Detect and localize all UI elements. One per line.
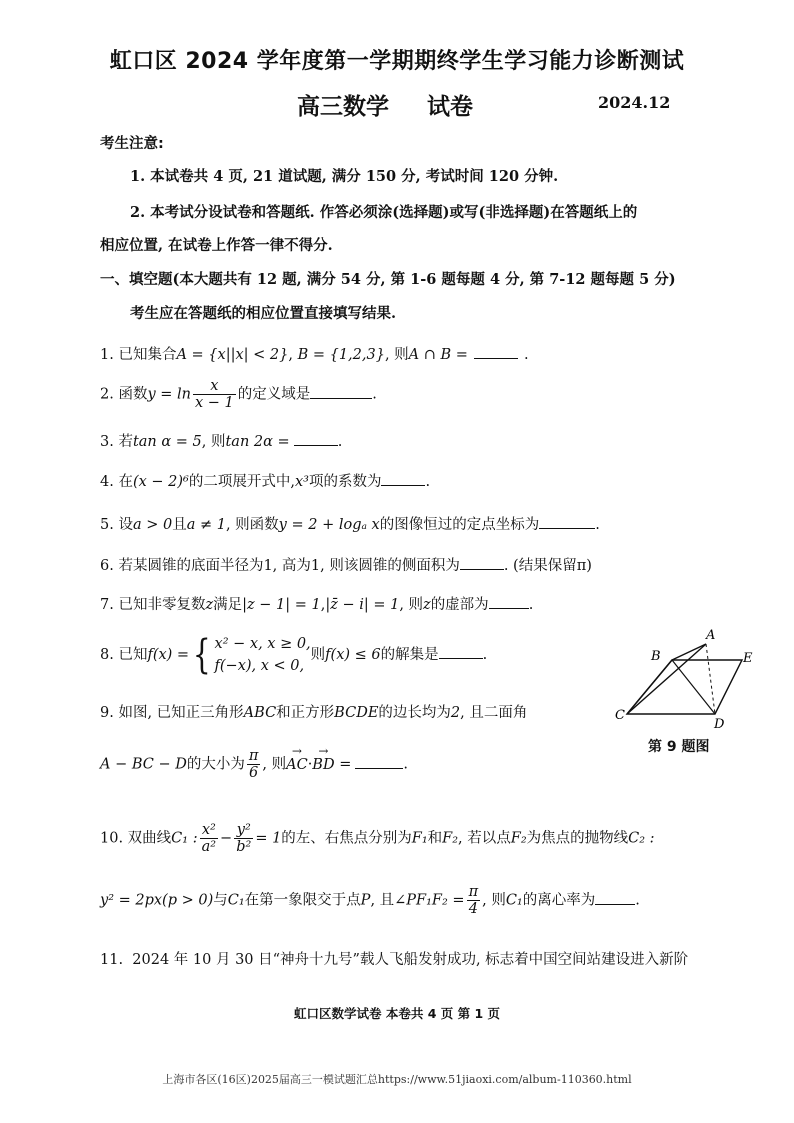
vertex-b: B bbox=[651, 649, 661, 664]
source-watermark: 上海市各区(16区)2025届高三一模试题汇总https://www.51jiaoxi.com/album-110360.html bbox=[162, 1073, 632, 1086]
question-10: 10. 双曲线C₁ : $\frac{\text{x²}}{\text{a²}}$ − $\frac{\text{y²}}{\text{b²}}$ = 1的左、右焦点分别为F₁和F₂, 若以点F₂为焦点的抛物线C₂ : bbox=[100, 822, 655, 855]
answer-blank[interactable] bbox=[474, 344, 518, 359]
notice-heading: 考生注意: bbox=[100, 136, 164, 152]
question-5: 5. 设a > 0且a ≠ 1, 则函数y = 2 + logₐ x的图像恒过的定点坐标为 . bbox=[100, 513, 600, 534]
question-9: 9. 如图, 已知正三角形ABC和正方形BCDE的边长均为2, 且二面角 bbox=[100, 705, 528, 721]
figure-caption: 第 9 题图 bbox=[648, 739, 710, 755]
notice-item-2-cont: 相应位置, 在试卷上作答一律不得分. bbox=[100, 237, 333, 254]
answer-blank[interactable] bbox=[460, 555, 504, 570]
paper-type: 试卷 bbox=[427, 94, 473, 120]
answer-blank[interactable] bbox=[310, 384, 372, 399]
answer-blank[interactable] bbox=[294, 431, 338, 446]
answer-blank[interactable] bbox=[595, 890, 635, 905]
question-2: 2. 函数y = ln $\frac{x}{x - 1}$ 的定义域是 . bbox=[100, 378, 377, 411]
section-1-heading: 一、填空题(本大题共有 12 题, 满分 54 分, 第 1-6 题每题 4 分, 第 7-12 题每题 5 分) bbox=[100, 271, 676, 288]
edge-ac bbox=[627, 644, 706, 714]
answer-blank[interactable] bbox=[489, 594, 529, 609]
exam-date: 2024.12 bbox=[598, 93, 671, 112]
question-7: 7. 已知非零复数z满足|z − 1| = 1,|z̄ − i| = 1, 则z的虚部为 . bbox=[100, 593, 533, 614]
square-bcde bbox=[627, 660, 742, 714]
exam-title: 虹口区 2024 学年度第一学期期终学生学习能力诊断测试 bbox=[109, 49, 685, 74]
page-footer: 虹口区数学试卷 本卷共 4 页 第 1 页 bbox=[293, 1006, 500, 1021]
question-10-cont: y² = 2px(p > 0)与C₁在第一象限交于点P, 且∠PF₁F₂ = $\frac{\pi}{4}$ , 则C₁的离心率为 . bbox=[100, 884, 640, 917]
vertex-e: E bbox=[743, 651, 753, 666]
diag-bd bbox=[672, 660, 715, 714]
exam-subtitle bbox=[297, 88, 473, 121]
answer-blank[interactable] bbox=[381, 471, 425, 486]
question-1: 1. 已知集合A = {x||x| < 2}, B = {1,2,3}, 则A ∩ B = . bbox=[100, 343, 529, 364]
question-8: 8. 已知f(x) ={ x² − x, x ≥ 0, f(−x), x < 0, 则f(x) ≤ 6的解集是 . bbox=[100, 632, 488, 678]
question-3: 3. 若tan α = 5, 则tan 2α = . bbox=[100, 430, 342, 451]
answer-blank[interactable] bbox=[539, 514, 595, 529]
notice-item-2: 2. 本考试分设试卷和答题纸. 作答必须涂(选择题)或写(非选择题)在答题纸上的 bbox=[130, 204, 638, 221]
vertex-d: D bbox=[714, 717, 725, 730]
question-11: 11. 2024 年 10 月 30 日“神舟十九号”载人飞船发射成功, 标志着中国空间站建设进入新阶 bbox=[100, 952, 689, 968]
subject-name: 高三数学 bbox=[297, 94, 389, 120]
edge-bc bbox=[627, 660, 672, 714]
section-1-instruction: 考生应在答题纸的相应位置直接填写结果. bbox=[130, 305, 397, 322]
question-6: 6. 若某圆锥的底面半径为1, 高为1, 则该圆锥的侧面积为 . (结果保留π) bbox=[100, 554, 592, 575]
vertex-c: C bbox=[615, 708, 625, 723]
answer-blank[interactable] bbox=[355, 754, 403, 769]
answer-blank[interactable] bbox=[439, 644, 483, 659]
vertex-a: A bbox=[706, 628, 716, 643]
notice-item-1: 1. 本试卷共 4 页, 21 道试题, 满分 150 分, 考试时间 120 分钟. bbox=[130, 168, 559, 185]
question-9-cont: A − BC − D的大小为 $\frac{\pi}{6}$ , 则→ AC·→ BD = . bbox=[100, 748, 408, 781]
question-4: 4. 在(x − 2)⁶的二项展开式中,x³项的系数为 . bbox=[100, 470, 430, 491]
edge-ab bbox=[672, 644, 706, 660]
question-9-figure bbox=[614, 620, 764, 730]
